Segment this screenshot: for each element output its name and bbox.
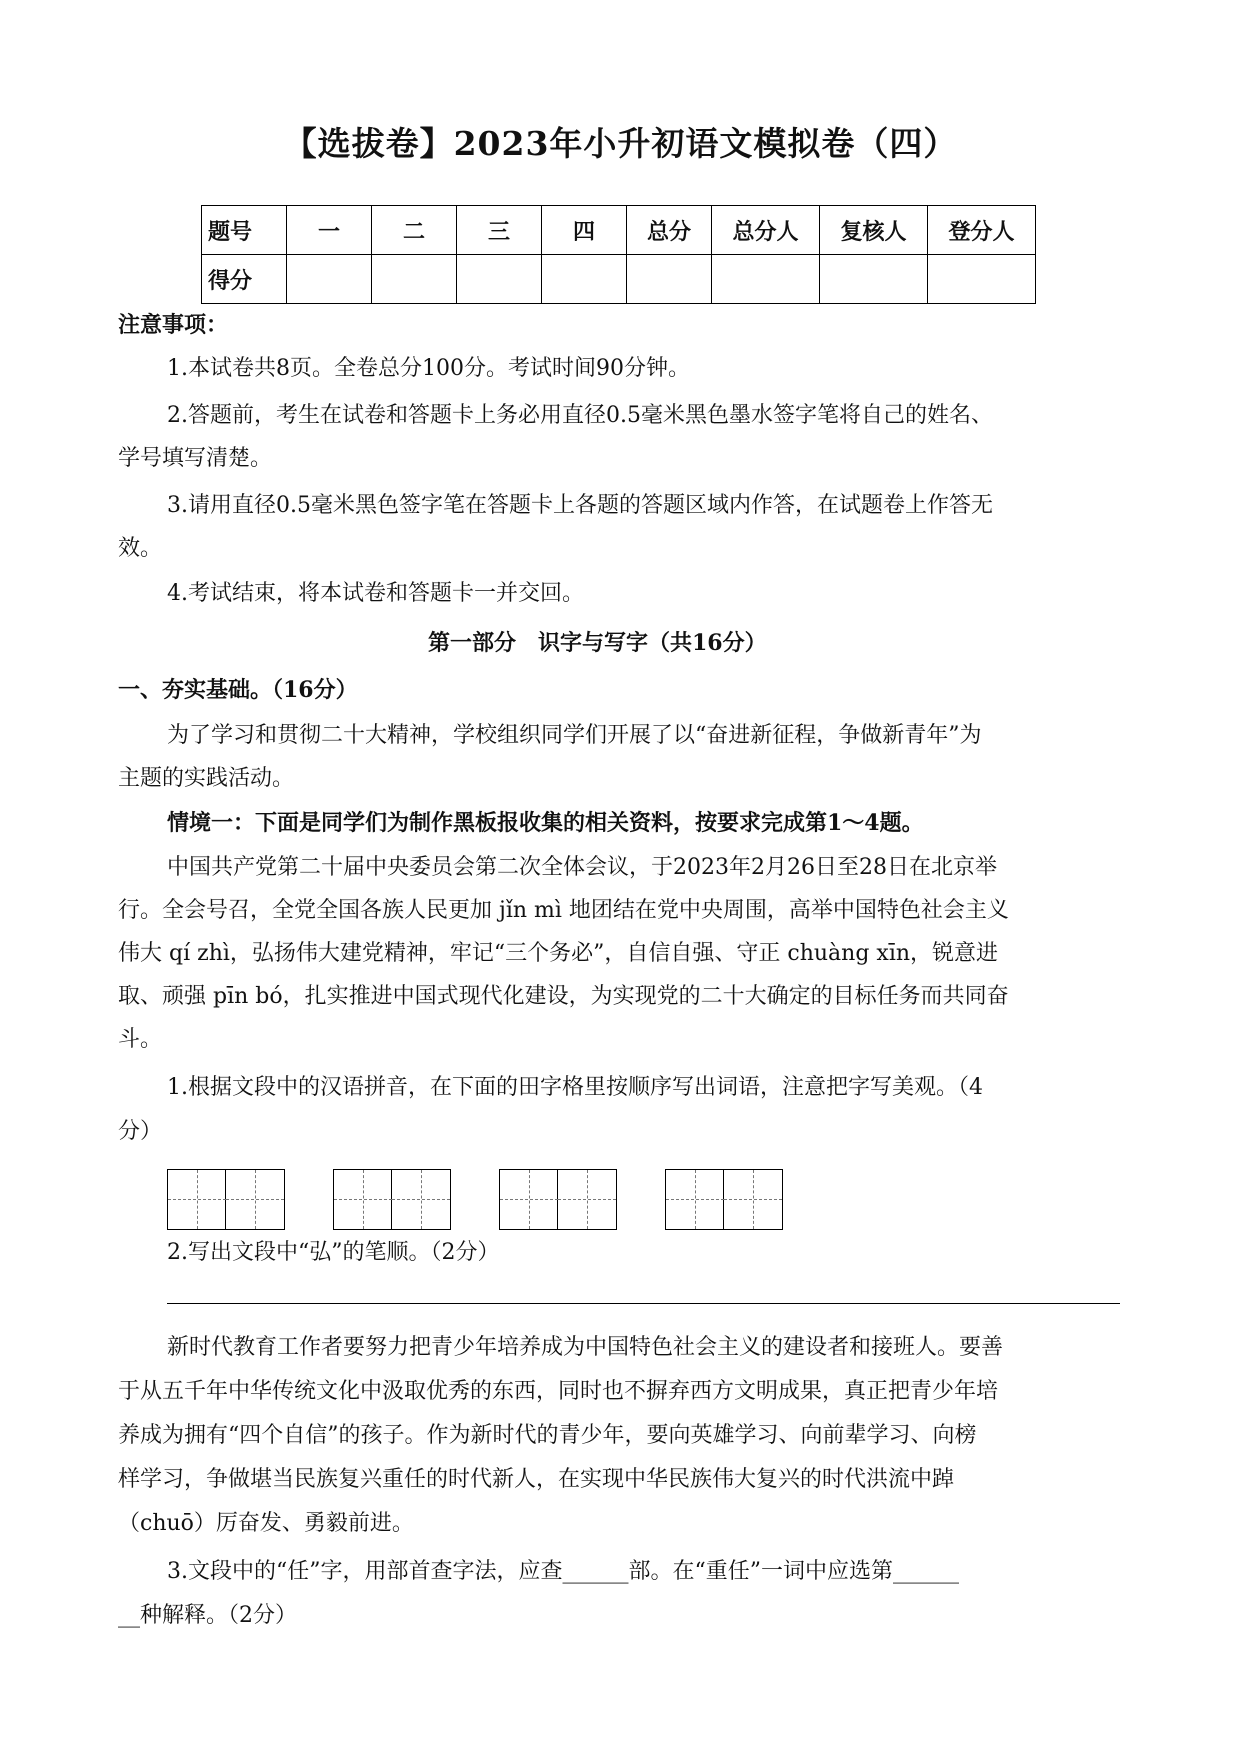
passage-1-line: 中国共产党第二十届中央委员会第二次全体会议，于2023年2月26日至28日在北京举 [167, 855, 997, 880]
passage-2-line: （chuō）厉奋发、勇毅前进。 [118, 1511, 414, 1536]
tianzige-box[interactable] [499, 1169, 617, 1230]
tianzige-cell[interactable] [558, 1170, 616, 1229]
passage-1-line: 行。全会号召，全党全国各族人民更加 jǐn mì 地团结在党中央周围，高举中国特色社会主义 [118, 898, 1009, 923]
question-3-line-1: 3.文段中的“任”字，用部首查字法，应查______部。在“重任”一词中应选第______ [167, 1559, 959, 1584]
page-title: 【选拔卷】2023年小升初语文模拟卷（四） [283, 124, 958, 163]
intro-line-2: 主题的实践活动。 [118, 766, 295, 791]
score-cell[interactable] [820, 255, 928, 304]
tianzige-cell[interactable] [168, 1170, 226, 1229]
note-1: 1.本试卷共8页。全卷总分100分。考试时间90分钟。 [167, 356, 690, 381]
score-table [201, 205, 1036, 304]
tianzige-cell[interactable] [392, 1170, 450, 1229]
question-2: 2.写出文段中“弘”的笔顺。（2分） [167, 1240, 500, 1265]
tianzige-cell[interactable] [226, 1170, 284, 1229]
score-cell[interactable] [712, 255, 820, 304]
intro-line-1: 为了学习和贯彻二十大精神，学校组织同学们开展了以“奋进新征程，争做新青年”为 [167, 723, 982, 748]
scenario-1-heading: 情境一：下面是同学们为制作黑板报收集的相关资料，按要求完成第1～4题。 [167, 810, 924, 836]
score-table-header-cell: 题号 [202, 206, 287, 255]
note-4: 4.考试结束，将本试卷和答题卡一并交回。 [167, 581, 584, 606]
passage-2-line: 样学习，争做堪当民族复兴重任的时代新人，在实现中华民族伟大复兴的时代洪流中踔 [118, 1467, 955, 1492]
score-table-header-cell: 四 [542, 206, 627, 255]
tianzige-cell[interactable] [334, 1170, 392, 1229]
tianzige-box[interactable] [665, 1169, 783, 1230]
score-table-header-cell: 登分人 [928, 206, 1036, 255]
passage-2-line: 养成为拥有“四个自信”的孩子。作为新时代的青少年，要向英雄学习、向前辈学习、向榜 [118, 1423, 977, 1448]
score-table-header-cell: 一 [287, 206, 372, 255]
note-2-line-2: 学号填写清楚。 [118, 446, 273, 471]
score-cell[interactable] [542, 255, 627, 304]
passage-2-line: 于从五千年中华传统文化中汲取优秀的东西，同时也不摒弃西方文明成果，真正把青少年培 [118, 1379, 999, 1404]
score-row-label: 得分 [202, 255, 287, 304]
section-1-heading: 一、夯实基础。（16分） [118, 677, 358, 703]
score-table-header-cell: 总分人 [712, 206, 820, 255]
answer-line[interactable] [167, 1303, 1120, 1304]
score-cell[interactable] [372, 255, 457, 304]
tianzige-cell[interactable] [500, 1170, 558, 1229]
passage-1-line: 斗。 [118, 1027, 163, 1052]
score-cell[interactable] [457, 255, 542, 304]
score-cell[interactable] [287, 255, 372, 304]
passage-2-line: 新时代教育工作者要努力把青少年培养成为中国特色社会主义的建设者和接班人。要善 [167, 1335, 1004, 1360]
question-1-line-1: 1.根据文段中的汉语拼音，在下面的田字格里按顺序写出词语，注意把字写美观。（4 [167, 1075, 983, 1100]
score-table-score-row [202, 255, 1036, 304]
tianzige-cell[interactable] [724, 1170, 782, 1229]
notes-heading: 注意事项： [118, 312, 229, 338]
note-3-line-2: 效。 [118, 536, 163, 561]
passage-1-line: 伟大 qí zhì，弘扬伟大建党精神，牢记“三个务必”，自信自强、守正 chuàng xīn，锐意进 [118, 941, 999, 966]
score-table-header-row [202, 206, 1036, 255]
tianzige-cell[interactable] [666, 1170, 724, 1229]
score-table-header-cell: 总分 [627, 206, 712, 255]
score-table-header-cell: 复核人 [820, 206, 928, 255]
question-3-line-2: __种解释。（2分） [118, 1603, 297, 1628]
score-cell[interactable] [627, 255, 712, 304]
part1-heading: 第一部分 识字与写字（共16分） [428, 630, 767, 656]
tianzige-box[interactable] [333, 1169, 451, 1230]
score-table-header-cell: 三 [457, 206, 542, 255]
passage-1-line: 取、顽强 pīn bó，扎实推进中国式现代化建设，为实现党的二十大确定的目标任务而共同奋 [118, 984, 1009, 1009]
score-table-header-cell: 二 [372, 206, 457, 255]
score-cell[interactable] [928, 255, 1036, 304]
note-2-line-1: 2.答题前，考生在试卷和答题卡上务必用直径0.5毫米黑色墨水签字笔将自己的姓名、 [167, 403, 993, 428]
note-3-line-1: 3.请用直径0.5毫米黑色签字笔在答题卡上各题的答题区域内作答，在试题卷上作答无 [167, 493, 993, 518]
question-1-line-2: 分） [118, 1119, 163, 1144]
tianzige-box[interactable] [167, 1169, 285, 1230]
